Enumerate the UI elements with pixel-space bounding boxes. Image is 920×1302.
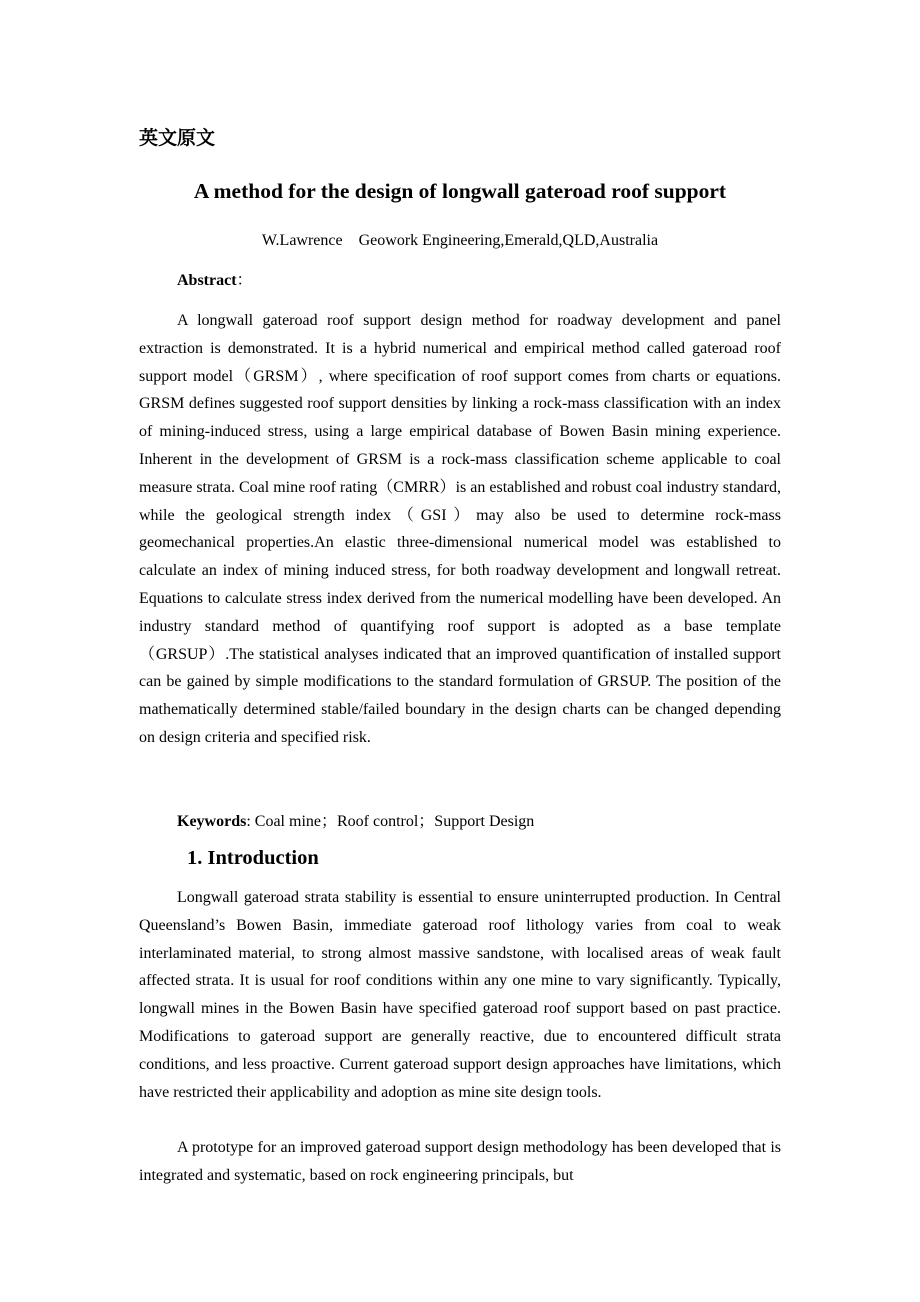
author-affiliation: Geowork Engineering,Emerald,QLD,Australia: [358, 232, 659, 249]
keywords-line: [177, 808, 534, 836]
abstract-label: Abstract: [177, 272, 237, 289]
author-name: W.Lawrence: [261, 232, 343, 249]
introduction-paragraph-2: A prototype for an improved gateroad support design methodology has been developed that is integrated and systematic, based on rock engineering principals, but: [139, 1139, 781, 1184]
author-line: [139, 229, 781, 253]
abstract-paragraph: A longwall gateroad roof support design method for roadway development and panel extraction is demonstrated. It is a hybrid numerical and empirical method called gateroad roof support model（GRSM）, where specification of roof support comes from charts or equations. GRSM defines suggested roof support densities by linking a rock-mass classification with an index of mining-induced stress, using a large empirical database of Bowen Basin mining experience. Inherent in the development of GRSM is a rock-mass classification scheme applicable to coal measure strata. Coal mine roof rating（CMRR）is an established and robust coal industry standard, while the geological strength index（GSI）may also be used to determine rock-mass geomechanical properties.An elastic three-dimensional numerical model was established to calculate an index of mining induced stress, for both roadway development and longwall retreat. Equations to calculate stress index derived from the numerical modelling have been developed. An industry standard method of quantifying roof support is adopted as a base template（GRSUP）.The statistical analyses indicated that an improved quantification of installed support can be gained by simple modifications to the standard formulation of GRSUP. The position of the mathematically determined stable/failed boundary in the design charts can be changed depending on design criteria and specified risk.: [139, 312, 781, 746]
abstract-heading: [177, 269, 253, 293]
introduction-heading: 1. Introduction: [187, 847, 319, 869]
section-label: 英文原文: [139, 127, 216, 149]
keywords-label: Keywords: [177, 813, 247, 830]
keywords-text: : Coal mine；Roof control；Support Design: [246, 813, 535, 830]
introduction-paragraph-1: Longwall gateroad strata stability is essential to ensure uninterrupted production. In Central Queensland’s Bowen Basin, immediate gateroad roof lithology varies from coal to weak interlaminated material, to strong almost massive sandstone, with localised areas of weak fault affected strata. It is usual for roof conditions within any one mine to vary significantly. Typically, longwall mines in the Bowen Basin have specified gateroad roof support based on past practice. Modifications to gateroad support are generally reactive, due to encountered difficult strata conditions, and less proactive. Current gateroad support design approaches have limitations, which have restricted their applicability and adoption as mine site design tools.: [139, 889, 781, 1101]
abstract-label-punct: ：: [236, 272, 253, 289]
paper-title: A method for the design of longwall gateroad roof support: [193, 179, 727, 203]
